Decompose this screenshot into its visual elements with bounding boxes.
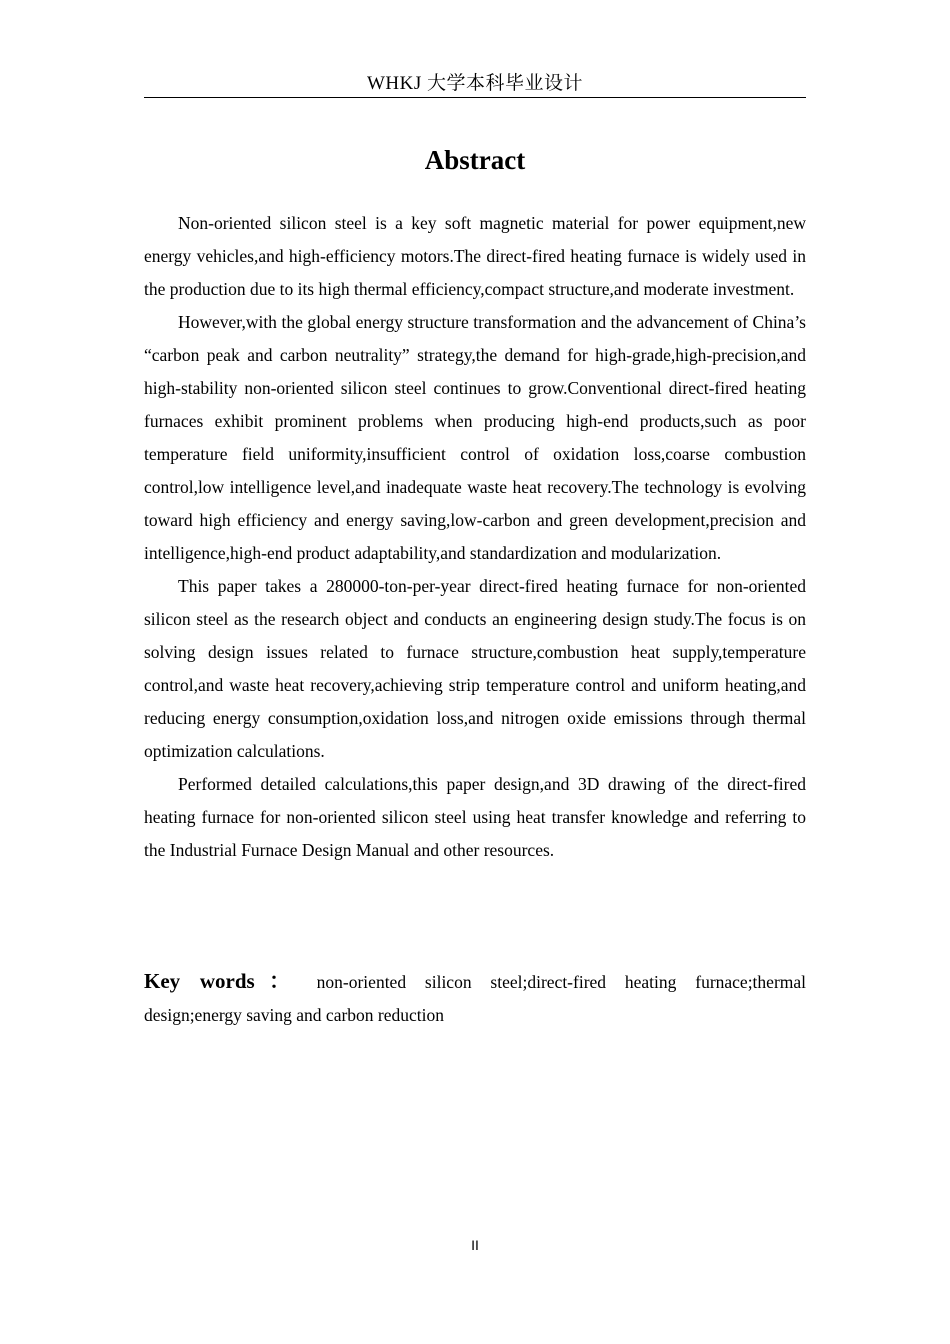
abstract-paragraph-3: This paper takes a 280000-ton-per-year direct-fired heating furnace for non-oriented silicon steel as the research object and conducts an engineering design study.The focus is on solving design issues related to furnace structure,combustion heat supply,temperature control,and waste heat recovery,achieving strip temperature control and uniform heating,and reducing energy consumption,oxidation loss,and nitrogen oxide emissions through thermal optimization calculations. <box>144 576 806 761</box>
abstract-paragraph-4: Performed detailed calculations,this paper design,and 3D drawing of the direct-fired heating furnace for non-oriented silicon steel using heat transfer knowledge and referring to the Industrial Furnace Design Manual and other resources. <box>144 774 806 860</box>
page-number: II <box>471 1237 479 1253</box>
running-header: WHKJ 大学本科毕业设计 <box>366 73 584 94</box>
abstract-paragraph-1: Non-oriented silicon steel is a key soft magnetic material for power equipment,new energy vehicles,and high-efficiency motors.The direct-fired heating furnace is widely used in the production due to its high thermal efficiency,compact structure,and moderate investment. <box>144 213 806 299</box>
header-rule <box>144 97 806 98</box>
keywords-text: non-oriented silicon steel;direct-fired heating furnace;thermal design;energy saving and carbon reduction <box>144 972 807 1025</box>
page-title: Abstract <box>424 145 526 175</box>
abstract-paragraph-2: However,with the global energy structure transformation and the advancement of China’s “carbon peak and carbon neutrality” strategy,the demand for high-grade,high-precision,and high-stability non-oriented silicon steel continues to grow.Conventional direct-fired heating furnaces exhibit prominent problems when producing high-end products,such as poor temperature field uniformity,insufficient control of oxidation loss,coarse combustion control,low intelligence level,and inadequate waste heat recovery.The technology is evolving toward high efficiency and energy saving,low-carbon and green development,precision and intelligence,high-end product adaptability,and standardization and modularization. <box>144 312 806 563</box>
keywords-label: Key words： <box>144 969 305 993</box>
keywords-section <box>144 965 806 1032</box>
abstract-body <box>144 207 806 867</box>
